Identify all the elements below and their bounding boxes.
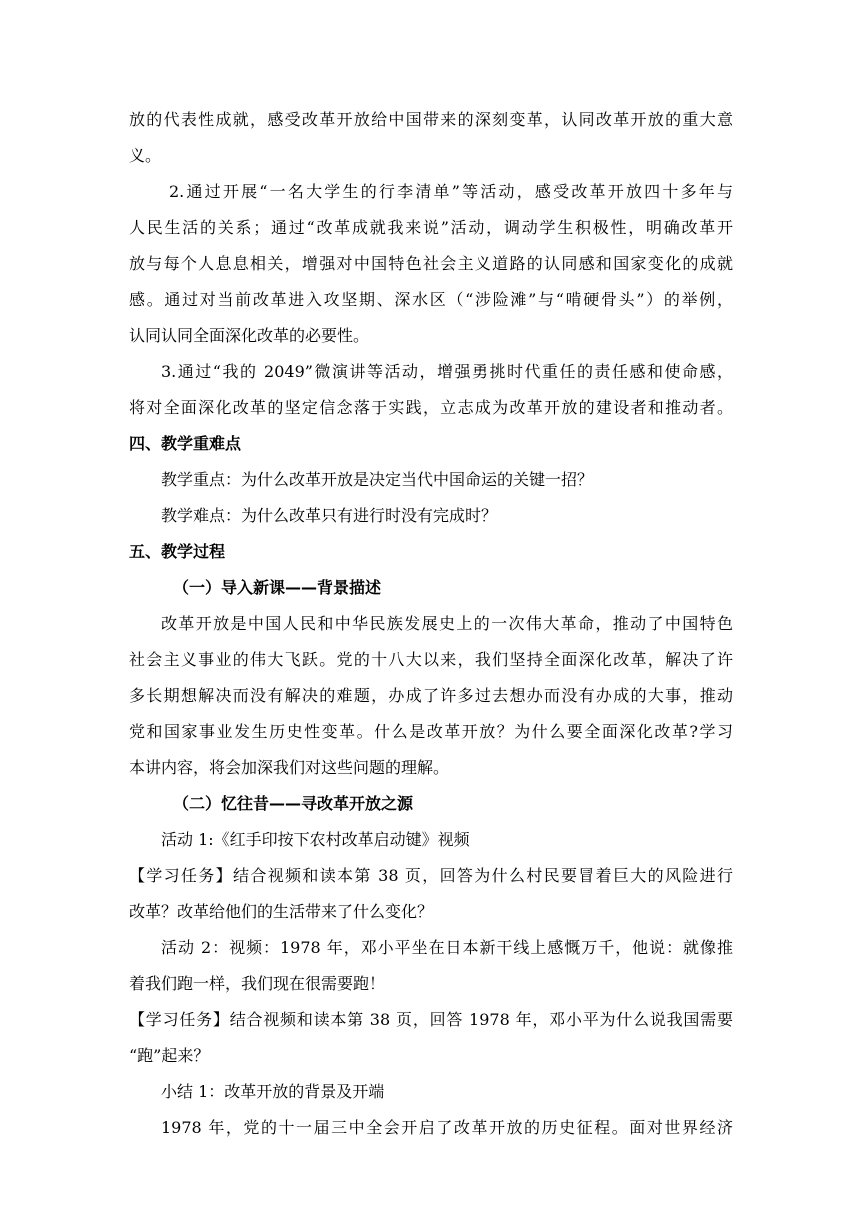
paragraph-line: 改革开放是中国人民和中华民族发展史上的一次伟大革命，推动了中国特色 — [161, 614, 733, 633]
paragraph-line: 认同认同全面深化改革的必要性。 — [129, 326, 370, 345]
section-heading: 四、教学重难点 — [129, 434, 242, 453]
paragraph-line: 2.通过开展“一名大学生的行李清单”等活动，感受改革开放四十多年与 — [169, 182, 733, 201]
paragraph-line: 本讲内容，将会加深我们对这些问题的理解。 — [129, 758, 450, 777]
paragraph-line: 【学习任务】结合视频和读本第 38 页，回答 1978 年，邓小平为什么说我国需要 — [129, 1010, 733, 1029]
paragraph-line: 放的代表性成就，感受改革开放给中国带来的深刻变革，认同改革开放的重大意 — [129, 110, 733, 129]
paragraph-line: 义。 — [129, 146, 162, 165]
paragraph-line: 感。通过对当前改革进入攻坚期、深水区（“涉险滩”与“啃硬骨头”）的举例， — [129, 290, 733, 309]
document-page — [129, 102, 733, 1146]
paragraph-line: 改革？改革给他们的生活带来了什么变化？ — [129, 902, 434, 921]
paragraph-line: 【学习任务】结合视频和读本第 38 页，回答为什么村民要冒着巨大的风险进行 — [129, 866, 733, 885]
paragraph-line: 1978 年，党的十一届三中全会开启了改革开放的历史征程。面对世界经济 — [161, 1118, 733, 1137]
paragraph-line: 小结 1：改革开放的背景及开端 — [161, 1082, 385, 1101]
paragraph-line: 将对全面深化改革的坚定信念落于实践，立志成为改革开放的建设者和推动者。 — [129, 398, 733, 417]
paragraph-line: 活动 1:《红手印按下农村改革启动键》视频 — [161, 830, 470, 849]
section-heading: 五、教学过程 — [129, 542, 226, 561]
paragraph-line: 党和国家事业发生历史性变革。什么是改革开放？为什么要全面深化改革?学习 — [129, 722, 733, 741]
paragraph-line: 人民生活的关系；通过“改革成就我来说”活动，调动学生积极性，明确改革开 — [129, 218, 733, 237]
paragraph-line: 教学重点：为什么改革开放是决定当代中国命运的关键一招？ — [161, 470, 594, 489]
paragraph-line: 社会主义事业的伟大飞跃。党的十八大以来，我们坚持全面深化改革，解决了许 — [129, 650, 733, 669]
paragraph-line: “跑”起来？ — [129, 1046, 210, 1065]
paragraph-line: 多长期想解决而没有解决的难题，办成了许多过去想办而没有办成的大事，推动 — [129, 686, 733, 705]
subsection-heading: （二）忆往昔——寻改革开放之源 — [173, 794, 414, 813]
paragraph-line: 3.通过“我的 2049”微演讲等活动，增强勇挑时代重任的责任感和使命感， — [161, 362, 733, 381]
paragraph-line: 活动 2：视频：1978 年，邓小平坐在日本新干线上感慨万千，他说：就像推 — [161, 938, 733, 957]
subsection-heading: （一）导入新课——背景描述 — [173, 578, 382, 597]
paragraph-line: 着我们跑一样，我们现在很需要跑！ — [129, 974, 386, 993]
paragraph-line: 教学难点：为什么改革只有进行时没有完成时？ — [161, 506, 498, 525]
paragraph-line: 放与每个人息息相关，增强对中国特色社会主义道路的认同感和国家变化的成就 — [129, 254, 733, 273]
